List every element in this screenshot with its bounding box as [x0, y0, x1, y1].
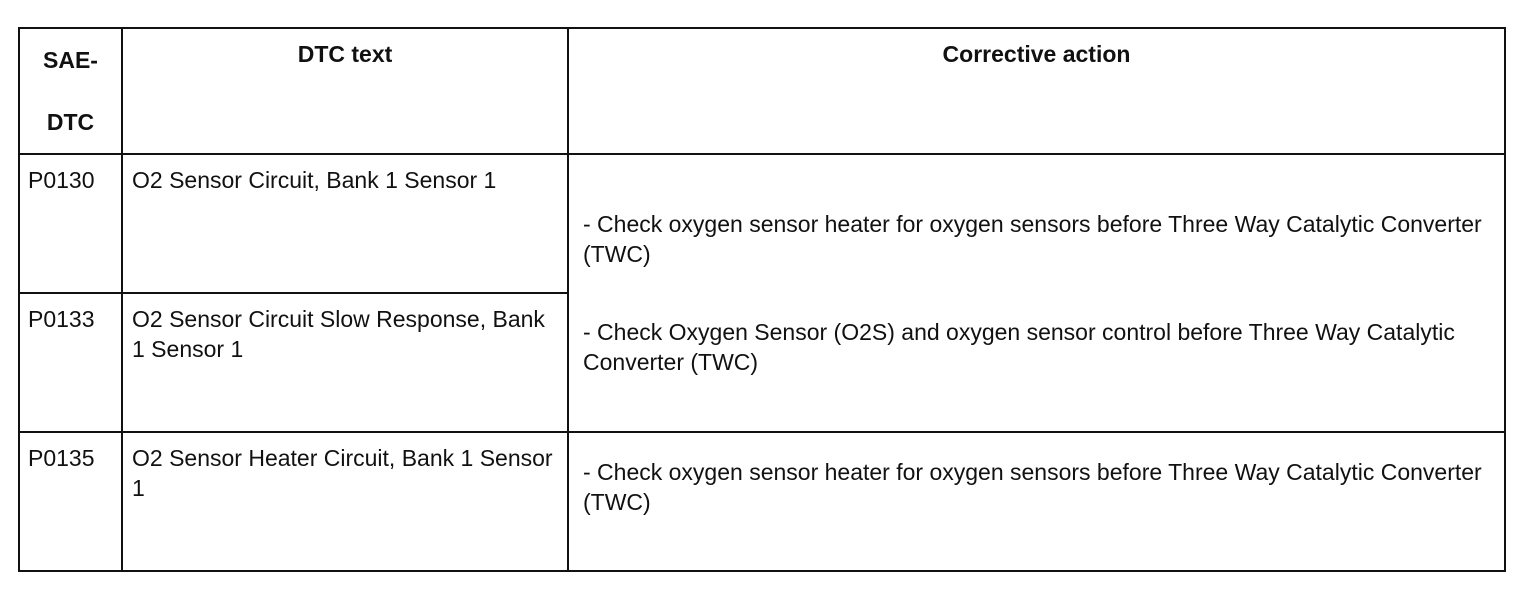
- dtc-code-cell: P0135: [19, 432, 122, 571]
- header-row: [19, 28, 1505, 154]
- header-sae-line1: SAE-: [43, 47, 98, 73]
- corrective-action-cell: [568, 154, 1505, 432]
- table-row: [19, 154, 1505, 293]
- header-corrective-action: Corrective action: [568, 28, 1505, 154]
- table-header: [19, 28, 1505, 154]
- dtc-text-cell: O2 Sensor Circuit, Bank 1 Sensor 1: [122, 154, 568, 293]
- dtc-code-cell: P0133: [19, 293, 122, 432]
- header-sae-line2: DTC: [46, 109, 95, 135]
- corrective-action-text: - Check oxygen sensor heater for oxygen sensors before Three Way Catalytic Converter (TWC): [583, 459, 1482, 515]
- header-sae-dtc: [19, 28, 122, 154]
- corrective-action-cell: [568, 432, 1505, 571]
- dtc-code-cell: P0130: [19, 154, 122, 293]
- header-dtc-text: DTC text: [122, 28, 568, 154]
- table-body: [19, 154, 1505, 571]
- corrective-action-text: - Check oxygen sensor heater for oxygen sensors before Three Way Catalytic Converter (TWC): [583, 211, 1482, 267]
- dtc-table: [18, 27, 1506, 572]
- table-row: [19, 432, 1505, 571]
- dtc-text-cell: O2 Sensor Circuit Slow Response, Bank 1 Sensor 1: [122, 293, 568, 432]
- corrective-action-text: - Check Oxygen Sensor (O2S) and oxygen sensor control before Three Way Catalytic Converter (TWC): [583, 319, 1455, 375]
- dtc-text-cell: O2 Sensor Heater Circuit, Bank 1 Sensor 1: [122, 432, 568, 571]
